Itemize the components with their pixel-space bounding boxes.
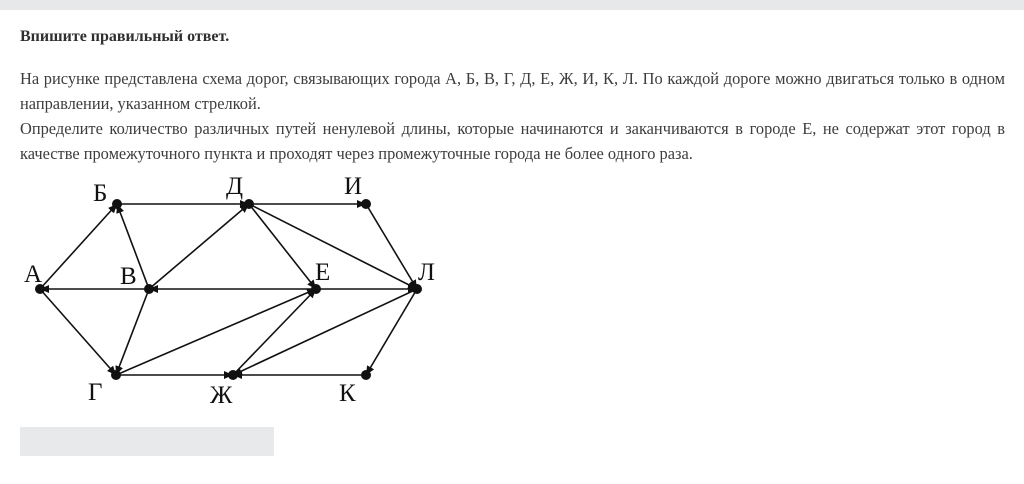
top-bar xyxy=(0,0,1024,10)
task-text xyxy=(20,66,1005,166)
city-label-k: К xyxy=(339,380,356,407)
city-label-v: В xyxy=(120,263,137,290)
roads xyxy=(40,204,417,375)
city-node-i xyxy=(361,199,371,209)
task-paragraph-2: Определите количество различных путей ненулевой длины, которые начинаются и заканчиваются в городе Е, не содержат этот город в качестве промежуточного пункта и проходят через промежуточные города не более одного раза. xyxy=(20,119,1005,163)
road-diagram xyxy=(0,170,460,415)
road-zh-e xyxy=(233,289,316,375)
road-l-k xyxy=(366,289,417,375)
road-a-b xyxy=(40,204,117,289)
city-label-b: Б xyxy=(93,180,108,207)
city-label-a: А xyxy=(24,261,43,288)
instruction-heading: Впишите правильный ответ. xyxy=(20,28,230,45)
road-g-e xyxy=(116,289,316,375)
city-node-b xyxy=(112,199,122,209)
city-label-e: Е xyxy=(315,259,331,286)
road-a-g xyxy=(40,289,116,375)
answer-input[interactable] xyxy=(20,427,274,456)
city-node-v xyxy=(144,284,154,294)
city-label-d: Д xyxy=(226,173,244,200)
road-d-e xyxy=(249,204,316,289)
city-node-k xyxy=(361,370,371,380)
road-v-d xyxy=(149,204,249,289)
road-l-zh xyxy=(233,289,417,375)
city-node-g xyxy=(111,370,121,380)
city-label-g: Г xyxy=(88,379,103,406)
city-node-zh xyxy=(228,370,238,380)
city-label-i: И xyxy=(344,173,363,200)
city-node-d xyxy=(244,199,254,209)
city-label-l: Л xyxy=(418,259,435,286)
task-paragraph-1: На рисунке представлена схема дорог, связывающих города А, Б, В, Г, Д, Е, Ж, И, К, Л. По каждой дороге можно двигаться только в одном направлении, указанном стрелкой. xyxy=(20,69,1005,113)
city-label-zh: Ж xyxy=(210,382,233,409)
